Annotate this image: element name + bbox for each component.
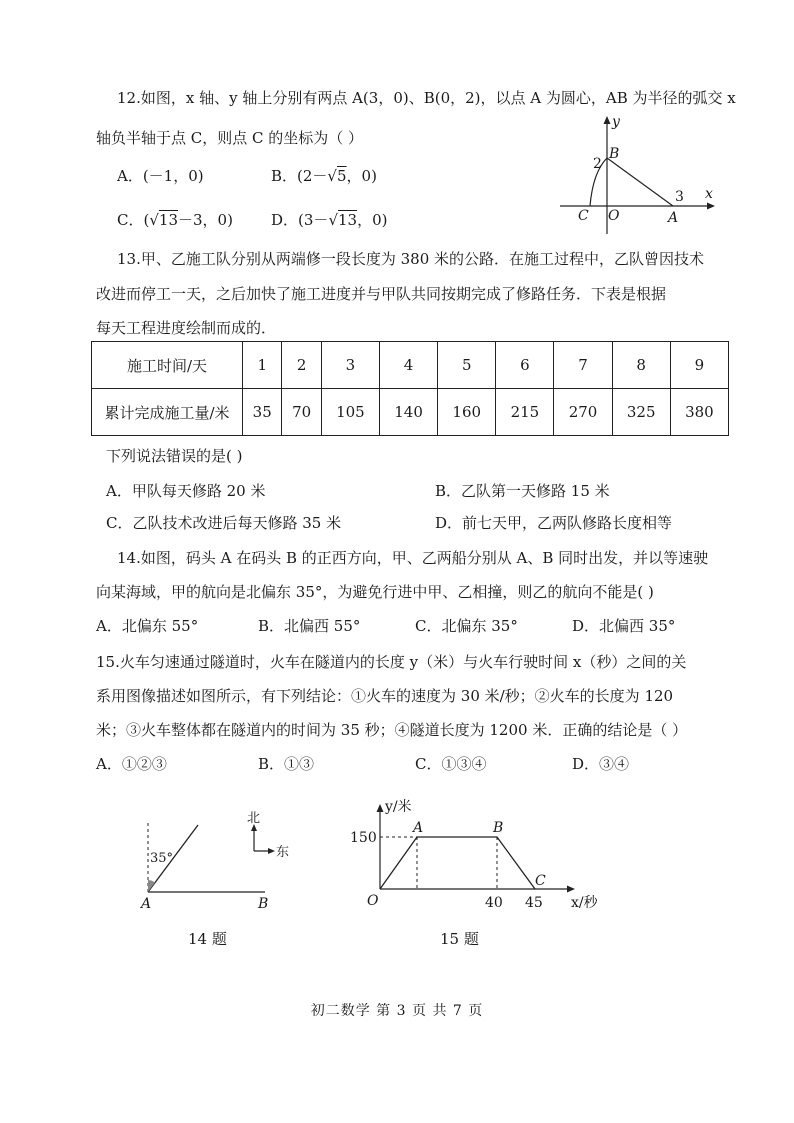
table-cell: 1	[243, 342, 282, 389]
svg-text:C: C	[535, 873, 546, 889]
table-cell: 215	[496, 389, 554, 436]
q14-choice-d: D．北偏西 35°	[572, 617, 676, 635]
q15-stem-line2: 系用图像描述如图所示，有下列结论：①火车的速度为 30 米/秒；②火车的长度为 120	[96, 687, 674, 705]
q15-choice-c: C．①③④	[415, 755, 487, 773]
q15-choice-d: D．③④	[572, 755, 630, 773]
svg-text:C: C	[578, 208, 589, 224]
q13-stem-line3: 每天工程进度绘制而成的．	[96, 319, 277, 337]
q15-caption: 15 题	[440, 930, 479, 948]
q15-figure	[345, 795, 605, 920]
q12-choice-c: C．(√13－3，0)	[117, 211, 233, 229]
svg-text:O: O	[367, 893, 379, 909]
table-cell: 380	[670, 389, 728, 436]
q14-stem-line1: 14.如图，码头 A 在码头 B 的正西方向，甲、乙两船分别从 A、B 同时出发，并以等速驶	[117, 549, 709, 567]
svg-text:2: 2	[593, 156, 602, 172]
table-cell: 3	[321, 342, 379, 389]
q14-figure	[125, 800, 300, 915]
table-row	[92, 389, 729, 436]
q13-stem-line1: 13.甲、乙施工队分别从两端修一段长度为 380 米的公路．在施工过程中，乙队曾因技术	[117, 250, 705, 268]
q13-progress-table	[91, 341, 729, 436]
q12-stem-line2: 轴负半轴于点 C，则点 C 的坐标为（ ）	[96, 129, 364, 147]
q15-choice-b: B．①③	[258, 755, 315, 773]
table-cell: 140	[380, 389, 438, 436]
table-header-days: 施工时间/天	[92, 342, 243, 389]
svg-text:40: 40	[485, 895, 503, 911]
table-cell: 270	[554, 389, 612, 436]
table-cell: 9	[670, 342, 728, 389]
q14-stem-line2: 向某海域，甲的航向是北偏东 35°，为避免行进中甲、乙相撞，则乙的航向不能是( )	[96, 583, 654, 601]
table-cell: 105	[321, 389, 379, 436]
svg-text:东: 东	[276, 845, 290, 860]
svg-text:B: B	[609, 146, 620, 162]
table-cell: 7	[554, 342, 612, 389]
table-cell: 2	[282, 342, 321, 389]
svg-text:A: A	[668, 210, 679, 226]
table-cell: 325	[612, 389, 670, 436]
q12-stem-line1: 12.如图，x 轴、y 轴上分别有两点 A(3，0)、B(0，2)，以点 A 为圆心，AB 为半径的弧交 x	[117, 89, 736, 107]
q15-ylabel: y/米	[385, 799, 412, 815]
table-cell: 4	[380, 342, 438, 389]
table-cell: 6	[496, 342, 554, 389]
q13-choice-c: C．乙队技术改进后每天修路 35 米	[106, 514, 342, 532]
q13-prompt: 下列说法错误的是( )	[106, 447, 243, 465]
q12-choice-a: A．(－1，0)	[117, 167, 204, 185]
svg-text:B: B	[258, 896, 269, 912]
q15-xlabel: x/秒	[571, 895, 598, 911]
q12-figure	[560, 112, 720, 237]
q15-stem-line1: 15.火车匀速通过隧道时，火车在隧道内的长度 y（米）与火车行驶时间 x（秒）之间的关	[96, 653, 687, 671]
svg-text:B: B	[493, 820, 504, 836]
q14-choice-b: B．北偏西 55°	[258, 617, 361, 635]
q13-stem-line2: 改进而停工一天，之后加快了施工进度并与甲队共同按期完成了修路任务．下表是根据	[96, 285, 667, 303]
table-cell: 35	[243, 389, 282, 436]
q15-stem-line3: 米；③火车整体都在隧道内的时间为 35 秒；④隧道长度为 1200 米．正确的结论是（ ）	[96, 721, 688, 739]
svg-text:北: 北	[247, 811, 261, 826]
table-cell: 5	[438, 342, 496, 389]
table-cell: 70	[282, 389, 321, 436]
q14-choice-c: C．北偏东 35°	[415, 617, 518, 635]
table-header-amount: 累计完成施工量/米	[92, 389, 243, 436]
q14-caption: 14 题	[188, 930, 227, 948]
svg-text:45: 45	[525, 895, 543, 911]
svg-text:A: A	[413, 820, 424, 836]
svg-text:x: x	[705, 186, 713, 202]
q13-choice-a: A．甲队每天修路 20 米	[106, 482, 266, 500]
svg-text:35°: 35°	[150, 851, 174, 866]
svg-text:y: y	[612, 114, 620, 130]
q13-choice-b: B．乙队第一天修路 15 米	[435, 482, 610, 500]
q14-choice-a: A．北偏东 55°	[96, 617, 199, 635]
q13-choice-d: D．前七天甲，乙两队修路长度相等	[435, 514, 673, 532]
q12-choice-d: D．(3－√13，0)	[271, 211, 388, 229]
svg-text:A: A	[141, 896, 152, 912]
q15-y150: 150	[350, 830, 377, 846]
table-cell: 8	[612, 342, 670, 389]
table-row	[92, 342, 729, 389]
svg-text:O: O	[608, 208, 620, 224]
table-cell: 160	[438, 389, 496, 436]
q12-choice-b: B．(2－√5，0)	[271, 167, 377, 185]
q15-choice-a: A．①②③	[96, 755, 167, 773]
page-footer: 初二数学 第 3 页 共 7 页	[310, 1003, 484, 1019]
svg-text:3: 3	[675, 189, 684, 205]
